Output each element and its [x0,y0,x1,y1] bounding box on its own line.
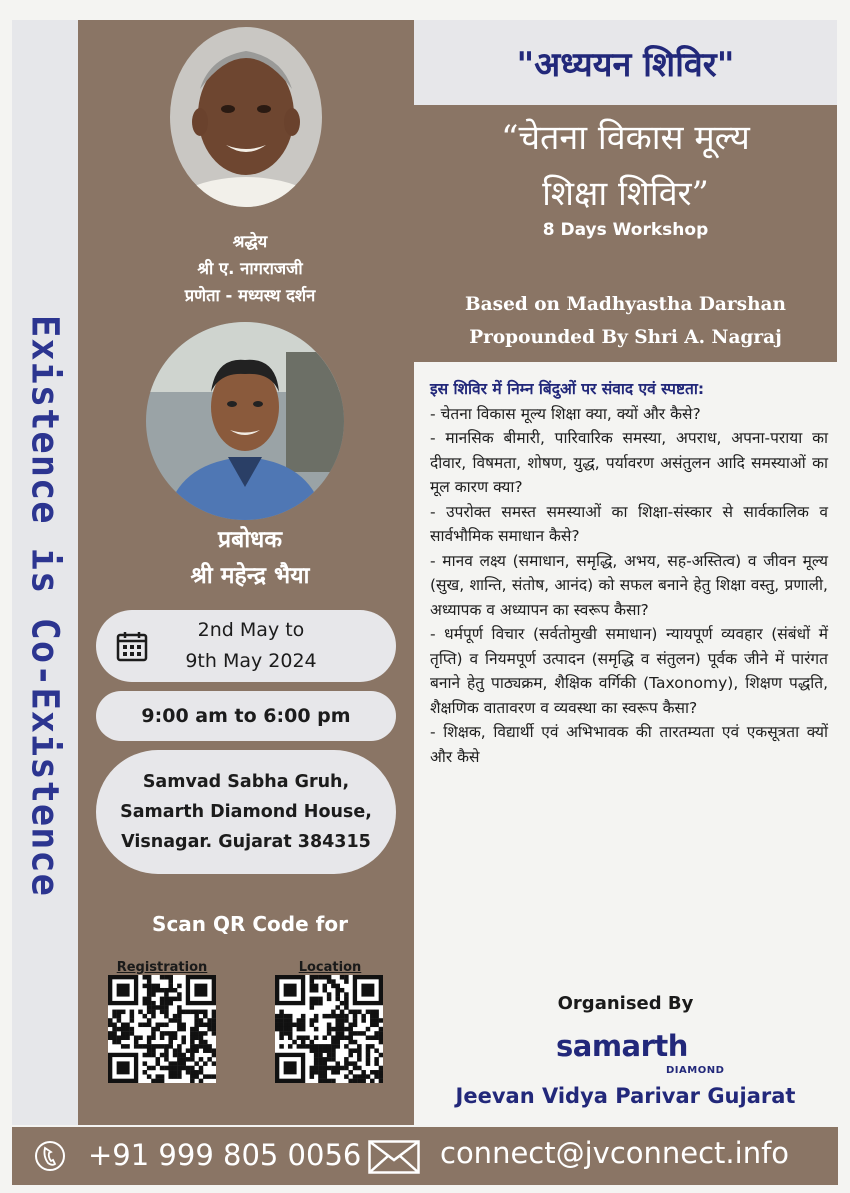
samarth-diamond-logo [556,1025,725,1079]
speaker-name: श्री महेन्द्र भैया [190,563,310,589]
date-pill [96,610,396,682]
qr-label-registration: Registration [116,960,208,975]
qr-label-location: Location [298,960,362,975]
date-text [185,615,316,677]
mail-icon [368,1140,420,1174]
speaker-photo [146,322,344,520]
date-line2: 9th May 2024 [185,650,317,672]
side-banner-text: Existence is Co-Existence [23,315,67,897]
topic-item: - मानसिक बीमारी, पारिवारिक समस्या, अपराध, अपना-पराया का दीवार, विषमता, शोषण, युद्ध, पर्यावरण असंतुलन आदि समस्याओं का मूल कारण क्या? [430,429,828,496]
date-line1: 2nd May to [197,619,305,641]
topic-item: - उपरोक्त समस्त समस्याओं का शिक्षा-संस्कार से सार्वकालिक व सार्वभौमिक समाधान कैसे? [430,502,828,545]
venue-line2: Samarth Diamond House, [120,802,372,822]
venue-text [120,767,372,857]
topics-heading: इस शिविर में निम्न बिंदुओं पर संवाद एवं स्पष्टता: [430,380,705,398]
topic-item: - चेतना विकास मूल्य शिक्षा क्या, क्यों और कैसे? [430,404,701,423]
guru-caption [100,228,400,309]
registration-qr-code[interactable] [108,975,216,1083]
topic-item: - मानव लक्ष्य (समाधान, समृद्धि, अभय, सह-अस्तित्व) व जीवन मूल्य (सुख, शान्ति, संतोष, आनंद) को सफल बनाने हेतु शिक्षा वस्तु, प्रणाली, अध्यापक व अध्यापन का स्वरूप कैसा? [430,551,828,619]
speaker-caption [100,522,400,594]
topic-item: - धर्मपूर्ण विचार (सर्वतोमुखी समाधान) न्यायपूर्ण व्यवहार (संबंधों में तृप्ति) व नियमपूर्ण उत्पादन (समृद्धि व संतुलन) पूर्वक जीने में पारंगत बनाने हेतु पाठ्यक्रम, शैक्षिक वर्गिकी (Taxonomy), शिक्षण पद्धति, शैक्षणिक वातावरण व व्यवस्था का स्वरूप कैसा? [430,625,828,717]
based-on-text [414,288,837,354]
workshop-title-line2: शिक्षा शिविर” [542,174,709,214]
organiser-name: Jeevan Vidya Parivar Gujarat [455,1084,796,1108]
time-text: 9:00 am to 6:00 pm [141,705,351,727]
based-on-line2: Propounded By Shri A. Nagraj [469,327,782,348]
based-on-line1: Based on Madhyastha Darshan [465,294,786,315]
calendar-icon [116,630,148,662]
phone-icon [34,1140,66,1172]
venue-line3: Visnagar. Gujarat 384315 [121,832,371,852]
venue-line1: Samvad Sabha Gruh, [142,772,350,792]
guru-honorific: श्रद्धेय [232,232,268,251]
topic-item: - शिक्षक, विद्यार्थी एवं अभिभावक की तारतम्यता एवं एकसूत्रता क्यों और कैसे [430,723,828,766]
guru-photo [170,27,322,207]
guru-role: प्रणेता - मध्यस्थ दर्शन [184,286,316,305]
location-qr-code[interactable] [275,975,383,1083]
organised-by-label: Organised By [557,993,694,1014]
contact-footer [12,1127,838,1185]
qr-heading: Scan QR Code for [152,912,348,936]
email-address[interactable]: connect@jvconnect.info [440,1136,790,1170]
speaker-role: प्रबोधक [218,527,282,553]
logo-sub: DIAMOND [666,1065,725,1076]
guru-name: श्री ए. नागराजजी [197,259,303,278]
topics-list [430,377,828,769]
venue-pill [96,750,396,874]
workshop-subtitle: 8 Days Workshop [542,220,709,240]
page-title: "अध्ययन शिविर" [516,44,735,85]
phone-number[interactable]: +91 999 805 0056 [88,1138,362,1172]
logo-word: samarth [556,1029,688,1063]
title-box [414,20,837,105]
workshop-title-line1: “चेतना विकास मूल्य [501,118,750,158]
time-pill [96,691,396,741]
workshop-title [414,110,837,222]
